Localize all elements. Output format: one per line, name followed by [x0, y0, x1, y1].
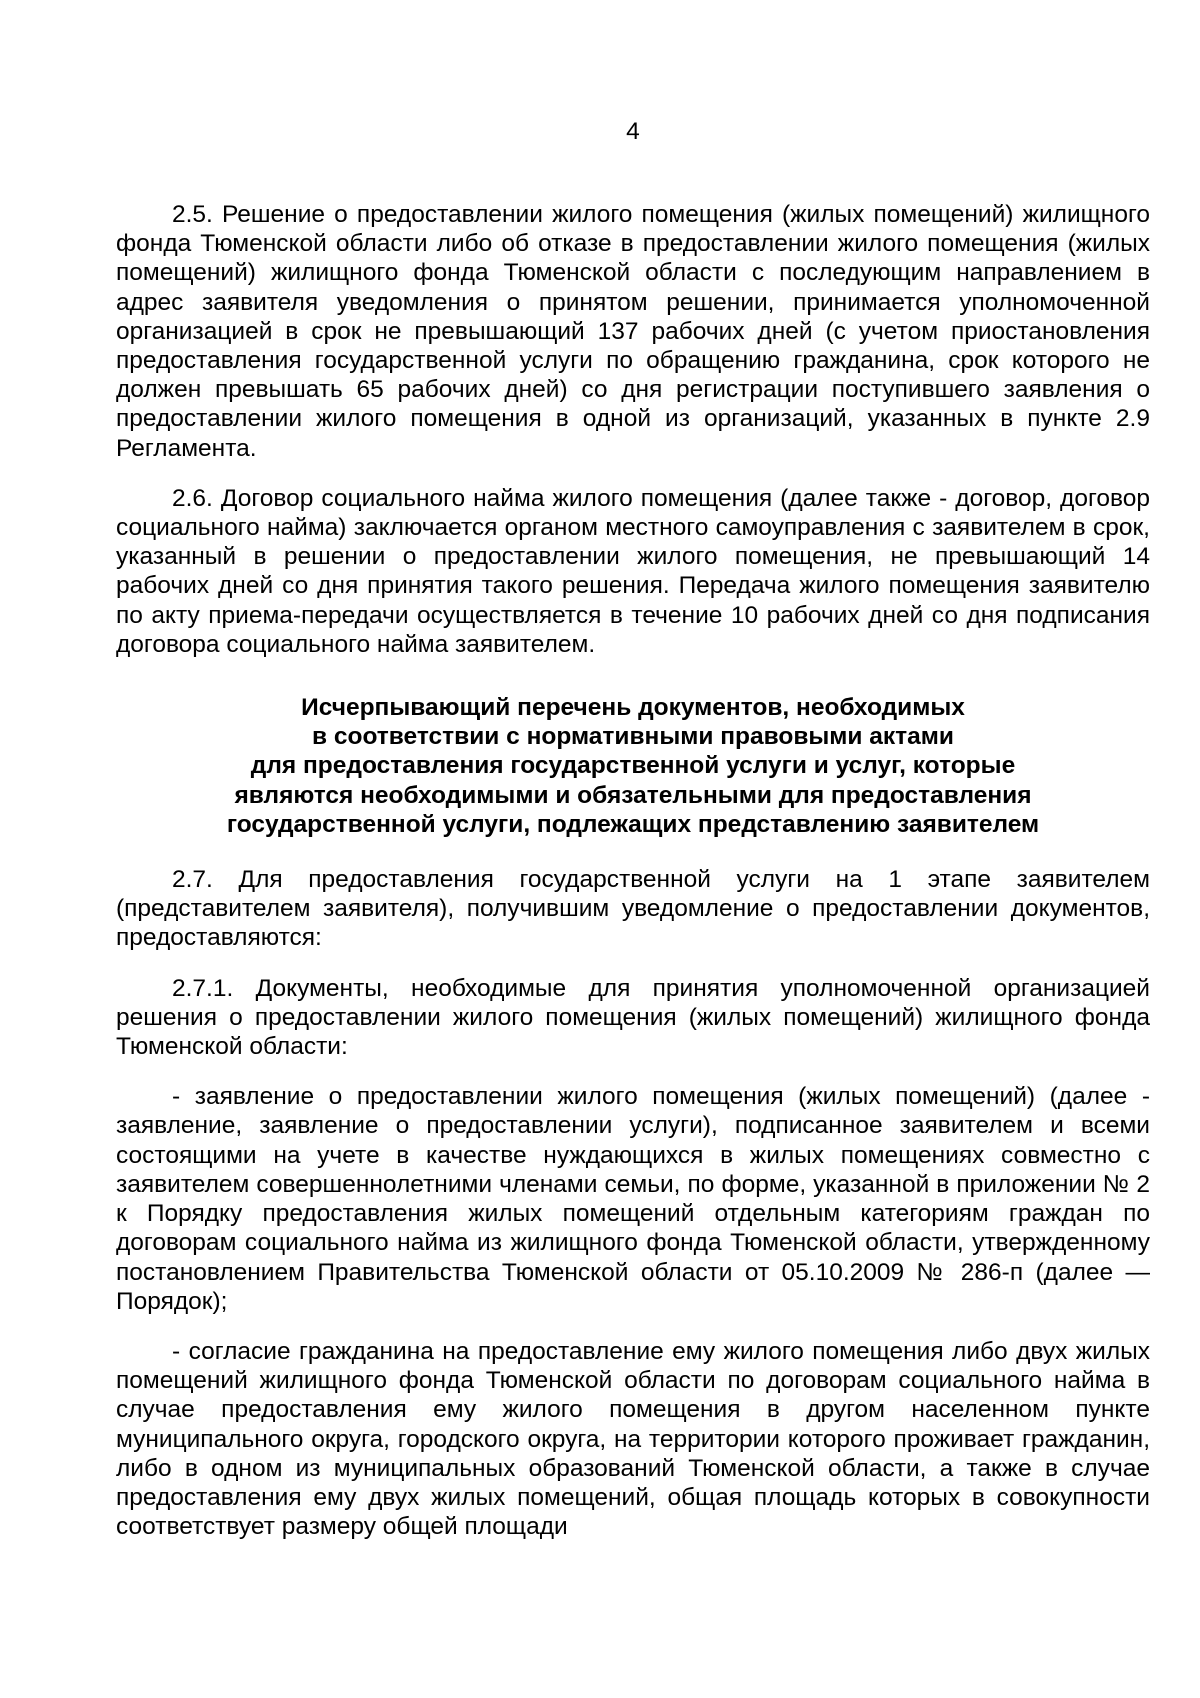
section-title-line: для предоставления государственной услуги и услуг, которые	[250, 752, 1016, 780]
paragraph-2-6: 2.6. Договор социального найма жилого помещения (далее также - договор, договор социального найма) заключается органом местного самоуправления с заявителем в срок, указанный в решении о предоставлении жилого помещения, не превышающий 14 рабочих дней со дня принятия такого решения. Передача жилого помещения заявителю по акту приема-передачи осуществляется в течение 10 рабочих дней со дня подписания договора социального найма заявителем.	[116, 484, 1150, 658]
section-title-line: Исчерпывающий перечень документов, необходимых	[301, 694, 965, 722]
list-item-application: - заявление о предоставлении жилого помещения (жилых помещений) (далее - заявление, заявление о предоставлении услуги), подписанное заявителем и всеми состоящими на учете в качестве нуждающихся в жилых помещениях совместно с заявителем совершеннолетними членами семьи, по форме, указанной в приложении № 2 к Порядку предоставления жилых помещений отдельным категориям граждан по договорам социального найма из жилищного фонда Тюменской области, утвержденному постановлением Правительства Тюменской области от 05.10.2009 № 286-п (далее — Порядок);	[116, 1083, 1150, 1315]
section-title-line: являются необходимыми и обязательными для предоставления	[234, 781, 1032, 809]
section-title-line: государственной услуги, подлежащих представлению заявителем	[226, 810, 1040, 838]
section-title	[116, 693, 1150, 839]
page-number: 4	[626, 118, 640, 145]
paragraph-2-7: 2.7. Для предоставления государственной услуги на 1 этапе заявителем (представителем заявителя), получившим уведомление о предоставлении документов, предоставляются:	[116, 866, 1150, 952]
paragraph-2-5: 2.5. Решение о предоставлении жилого помещения (жилых помещений) жилищного фонда Тюменской области либо об отказе в предоставлении жилого помещения (жилых помещений) жилищного фонда Тюменской области с последующим направлением в адрес заявителя уведомления о принятом решении, принимается уполномоченной организацией в срок не превышающий 137 рабочих дней (с учетом приостановления предоставления государственной услуги по обращению гражданина, срок которого не должен превышать 65 рабочих дней) со дня регистрации поступившего заявления о предоставлении жилого помещения в одной из организаций, указанных в пункте 2.9 Регламента.	[116, 201, 1150, 462]
list-item-consent: - согласие гражданина на предоставление ему жилого помещения либо двух жилых помещений жилищного фонда Тюменской области по договорам социального найма в случае предоставления ему жилого помещения в другом населенном пункте муниципального округа, городского округа, на территории которого проживает гражданин, либо в одном из муниципальных образований Тюменской области, а также в случае предоставления ему двух жилых помещений, общая площадь которых в совокупности соответствует размеру общей площади	[116, 1337, 1150, 1541]
document-body	[116, 200, 1150, 1562]
section-title-line: в соответствии с нормативными правовыми актами	[311, 723, 954, 751]
paragraph-2-7-1: 2.7.1. Документы, необходимые для принятия уполномоченной организацией решения о предоставлении жилого помещения (жилых помещений) жилищного фонда Тюменской области:	[116, 974, 1150, 1061]
